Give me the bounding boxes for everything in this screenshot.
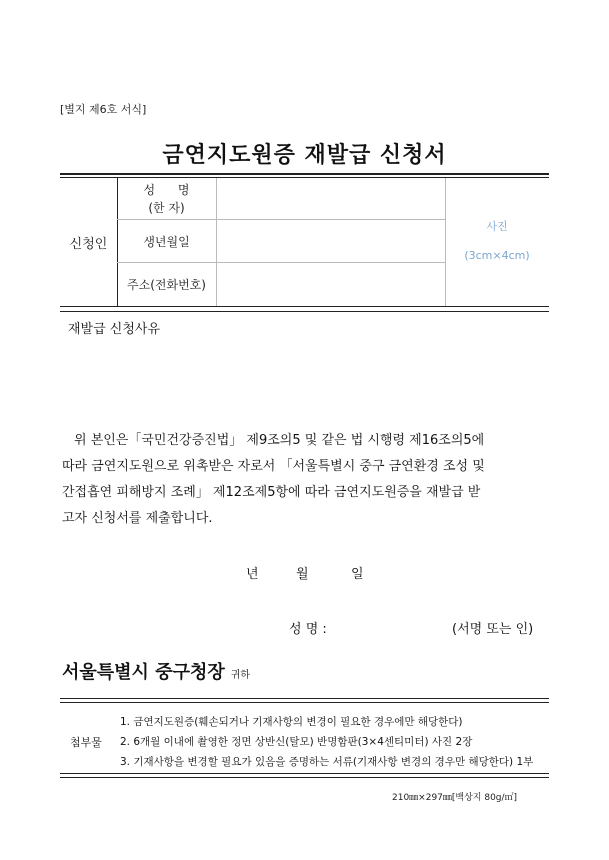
page-title: 금연지도원증 재발급 신청서 [162,143,447,168]
paper-spec: 210㎜×297㎜[백상지 80g/㎡] [392,793,518,803]
declaration-text [62,428,558,532]
birth-date-field[interactable] [217,220,444,262]
address-field[interactable] [217,263,444,306]
name-hanja-label: (한 자) [148,201,185,215]
declaration-line: 고자 신청서를 제출합니다. [62,511,213,526]
signature-mark: (서명 또는 인) [452,622,534,637]
attachment-item: 1. 금연지도원증(훼손되거나 기재사항의 변경이 필요한 경우에만 해당한다) [120,716,463,728]
declaration-line: 간접흡연 피해방지 조례」 제12조제5항에 따라 금연지도원증을 재발급 받 [62,485,481,500]
declaration-line: 위 본인은「국민건강증진법」 제9조의5 및 같은 법 시행령 제16조의5에 [74,433,485,448]
signature-label: 성 명 : [289,622,327,637]
attachment-item: 3. 기재사항을 변경할 필요가 있음을 증명하는 서류(기재사항 변경의 경우만 해당한다) 1부 [120,756,534,768]
addressee-suffix: 귀하 [230,670,251,681]
attachment-item: 2. 6개월 이내에 촬영한 정면 상반신(탈모) 반명함판(3×4센티미터) 사진 2장 [120,736,473,748]
photo-size-label: (3cm×4cm) [464,249,530,262]
name-field[interactable] [217,178,444,219]
reissue-reason-field[interactable] [60,338,549,418]
addressee [62,658,250,684]
date-day: 일 [351,567,364,582]
address-label: 주소(전화번호) [127,278,206,292]
date-month: 월 [296,567,309,582]
form-label: [별지 제6호 서식] [60,103,147,116]
photo-box [446,178,549,306]
attachments-label: 첨부물 [70,736,102,749]
name-label: 성 명 [143,183,190,197]
photo-label: 사진 [486,220,508,233]
applicant-section-label: 신청인 [69,237,108,252]
declaration-line: 따라 금연지도원으로 위촉받은 자로서 「서울특별시 중구 금연환경 조성 및 [62,459,485,474]
addressee-name: 서울특별시 중구청장 [62,662,225,683]
reissue-reason-label: 재발급 신청사유 [68,322,161,337]
date-year: 년 [246,567,259,582]
birth-date-label: 생년월일 [143,235,190,249]
